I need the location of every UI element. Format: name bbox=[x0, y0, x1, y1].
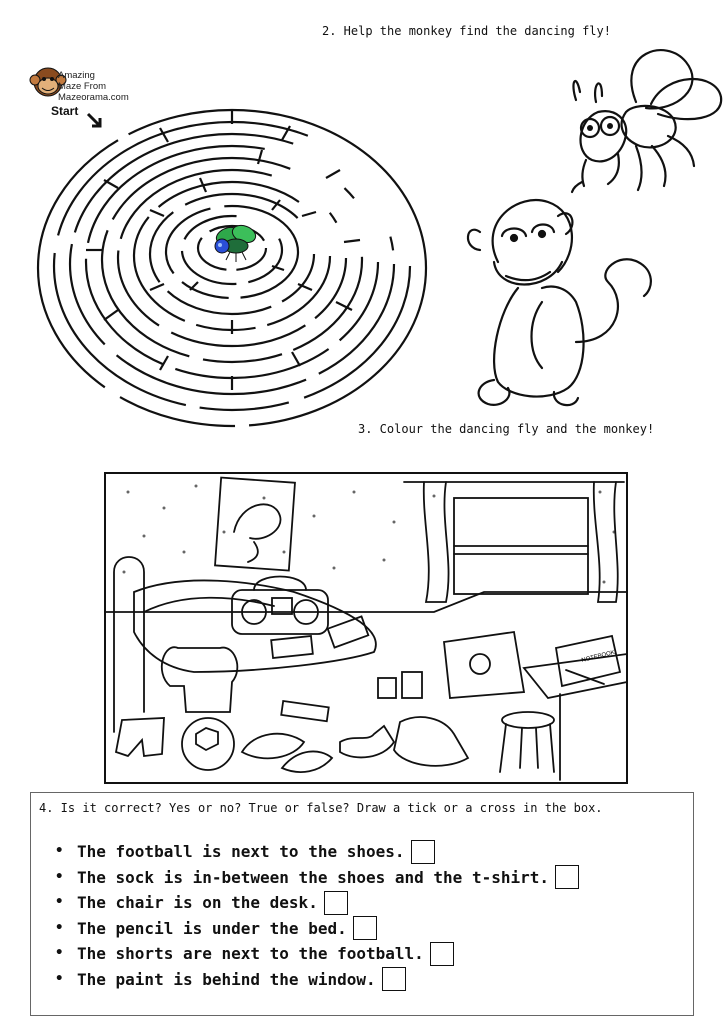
answer-checkbox[interactable] bbox=[555, 865, 579, 889]
statement-text: The chair is on the desk. bbox=[77, 893, 318, 913]
credit-line: Amazing bbox=[58, 70, 95, 81]
bullet-icon: • bbox=[55, 945, 64, 962]
maze-credit bbox=[58, 70, 138, 103]
statement-text: The pencil is under the bed. bbox=[77, 918, 347, 938]
statement-text: The paint is behind the window. bbox=[77, 969, 376, 989]
dancing-fly-illustration[interactable] bbox=[556, 42, 726, 202]
question-list bbox=[55, 839, 579, 992]
list-item bbox=[55, 941, 579, 967]
answer-checkbox[interactable] bbox=[324, 891, 348, 915]
bullet-icon: • bbox=[55, 868, 64, 885]
list-item bbox=[55, 839, 579, 865]
answer-checkbox[interactable] bbox=[411, 840, 435, 864]
statement-text: The football is next to the shoes. bbox=[77, 842, 405, 862]
colour-heading: 3. Colour the dancing fly and the monkey! bbox=[358, 422, 655, 436]
monkey-illustration[interactable] bbox=[458, 192, 668, 412]
statement-text: The sock is in-between the shoes and the t-shirt. bbox=[77, 867, 550, 887]
credit-line: Mazeorama.com bbox=[58, 92, 129, 103]
notebook-label: NOTEBOOK bbox=[581, 649, 616, 664]
list-item bbox=[55, 916, 579, 942]
quiz-instruction: 4. Is it correct? Yes or no? True or false? Draw a tick or a cross in the box. bbox=[39, 801, 603, 815]
maze-center-fly-icon bbox=[206, 222, 266, 266]
bullet-icon: • bbox=[55, 919, 64, 936]
quiz-section bbox=[30, 792, 694, 1016]
answer-checkbox[interactable] bbox=[353, 916, 377, 940]
bullet-icon: • bbox=[55, 970, 64, 987]
list-item bbox=[55, 890, 579, 916]
bedroom-illustration[interactable] bbox=[104, 472, 628, 784]
answer-checkbox[interactable] bbox=[430, 942, 454, 966]
answer-checkbox[interactable] bbox=[382, 967, 406, 991]
list-item bbox=[55, 865, 579, 891]
maze-heading: 2. Help the monkey find the dancing fly! bbox=[322, 24, 611, 38]
maze-start-label: Start bbox=[51, 104, 79, 118]
start-arrow-icon bbox=[86, 112, 106, 132]
statement-text: The shorts are next to the football. bbox=[77, 944, 424, 964]
bullet-icon: • bbox=[55, 894, 64, 911]
bullet-icon: • bbox=[55, 843, 64, 860]
list-item bbox=[55, 967, 579, 993]
credit-line: Maze From bbox=[58, 81, 107, 92]
